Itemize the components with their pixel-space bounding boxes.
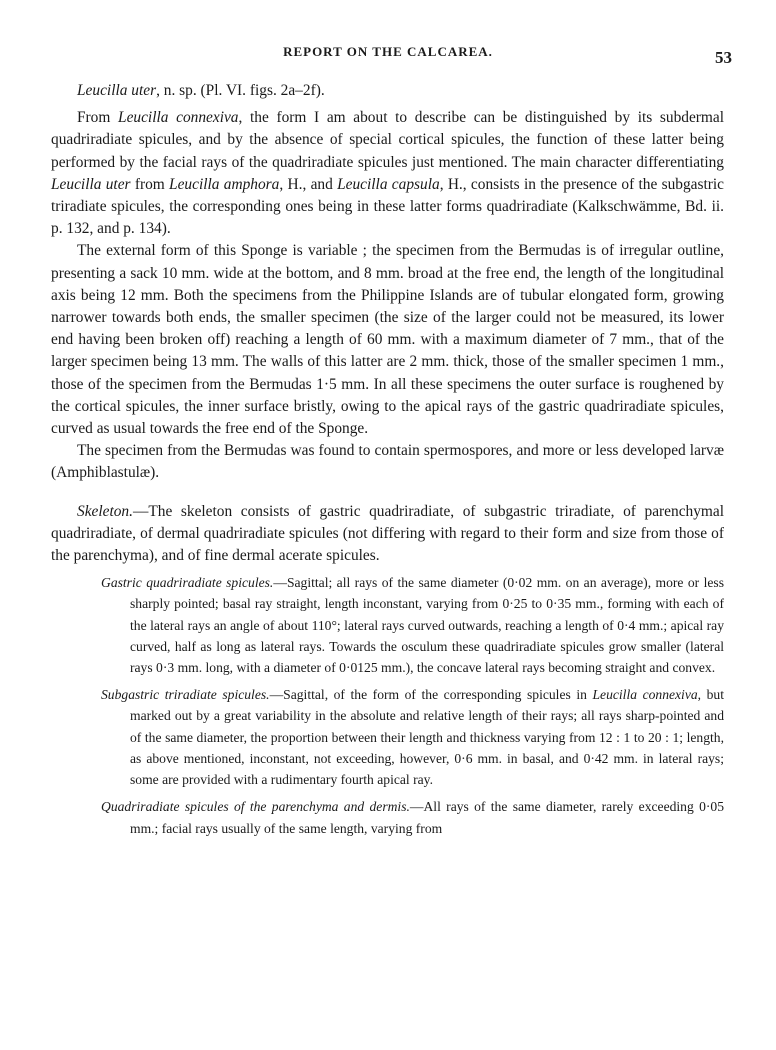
text-run: , the form I am about to describe can be distinguished by its subdermal quadriradiate spicules, and by the absence of special cortical spicules, the function of these latter being performed by the facial rays of the quadriradiate spicules just mentioned. The main character differentiating: [51, 109, 725, 171]
taxon-name: Leucilla connexiva: [118, 109, 239, 127]
page-number: 53: [715, 48, 732, 67]
item-heading: Quadriradiate spicules of the parenchyma and dermis.: [101, 799, 410, 815]
text-run: —Sagittal; all rays of the same diameter (0·02 mm. on an average), more or less sharply pointed; basal ray straight, length inconstant, varying from 0·25 to 0·35 mm., forming with each of the lateral rays an angle of about 110°; lateral rays curved outwards, reaching a length of 0·4 mm.; apical ray curved, half as long as lateral rays. Towards the osculum these quadriradiate spicules grow smaller (lateral rays 0·3 mm. long, with a diameter of 0·0125 mm.), the concave lateral rays becoming straight and convex.: [130, 575, 724, 676]
list-item-subgastric: [101, 684, 724, 790]
spicule-list: [51, 572, 724, 838]
list-item-gastric: [101, 572, 724, 678]
species-title: [51, 80, 724, 102]
body-text: [51, 80, 724, 845]
taxon-name: Leucilla connexiva: [592, 687, 698, 703]
text-run: —The skeleton consists of gastric quadriradiate, of subgastric triradiate, of parenchymal quadriradiate, of dermal quadriradiate spicules (not differing with regard to their form and size from those of the parenchyma), and of fine dermal acerate spicules.: [51, 502, 724, 565]
text-run: —Sagittal, of the form of the corresponding spicules in: [269, 687, 593, 703]
species-name: Leucilla uter: [77, 82, 157, 99]
taxon-name: Leucilla capsula: [337, 175, 440, 193]
text-run: , H., and: [279, 175, 338, 193]
taxon-name: Leucilla amphora: [169, 175, 280, 193]
paragraph-skeleton: [51, 501, 724, 568]
text-run: From: [77, 109, 119, 127]
page-header: [50, 44, 732, 67]
paragraph-diagnosis: [51, 107, 724, 240]
paragraph-external-form: The external form of this Sponge is variable ; the specimen from the Bermudas is of irregular outline, presenting a sack 10 mm. wide at the bottom, and 8 mm. broad at the free end, the length of the longitudinal axis being 12 mm. Both the specimens from the Philippine Islands are of tubular elongated form, growing narrower towards both ends, the smaller specimen (the size of the larger could not be measured, its lower end having been broken off) reaching a length of 60 mm. with a maximum diameter of 7 mm., that of the larger specimen being 13 mm. The walls of this latter are 2 mm. thick, those of the smaller specimen 1 mm., those of the specimen from the Bermudas 1·5 mm. In all these specimens the outer surface is roughened by the cortical spicules, the inner surface bristly, owing to the apical rays of the gastric quadriradiate spicules, curved as usual towards the free end of the Sponge.: [51, 242, 724, 438]
text-run: , but marked out by a great variability in the absolute and relative length of their rays; all rays sharp-pointed and of the same diameter, the proportion between their length and thickness varying from 12 : 1 to 20 : 1; length, as above mentioned, inconstant, not exceeding, however, 0·6 mm. in basal, and 0·42 mm. in lateral rays; some are provided with a rudimentary fourth apical ray.: [130, 687, 724, 788]
text-run: —All rays of the same diameter, rarely exceeding 0·05 mm.; facial rays usually of the same length, varying from: [130, 799, 724, 836]
item-heading: Subgastric triradiate spicules.: [101, 687, 270, 703]
list-item-parenchyma: [101, 796, 724, 838]
text-run: from: [130, 175, 170, 193]
item-heading: Gastric quadriradiate spicules.: [101, 575, 274, 591]
taxon-name: Leucilla uter: [51, 175, 131, 193]
text-run: , H., consists in the presence of the subgastric triradiate spicules, the corresponding ones being in these latter forms quadriradiate (Kalkschwämme, Bd. ii. p. 132, and p. 134).: [51, 175, 724, 238]
running-head: REPORT ON THE CALCAREA.: [283, 44, 493, 59]
section-heading: Skeleton.: [77, 502, 133, 520]
species-title-rest: , n. sp. (Pl. VI. figs. 2a–2f).: [156, 82, 325, 99]
paragraph-spermospores: The specimen from the Bermudas was found to contain spermospores, and more or less developed larvæ (Amphiblastulæ).: [51, 442, 724, 482]
